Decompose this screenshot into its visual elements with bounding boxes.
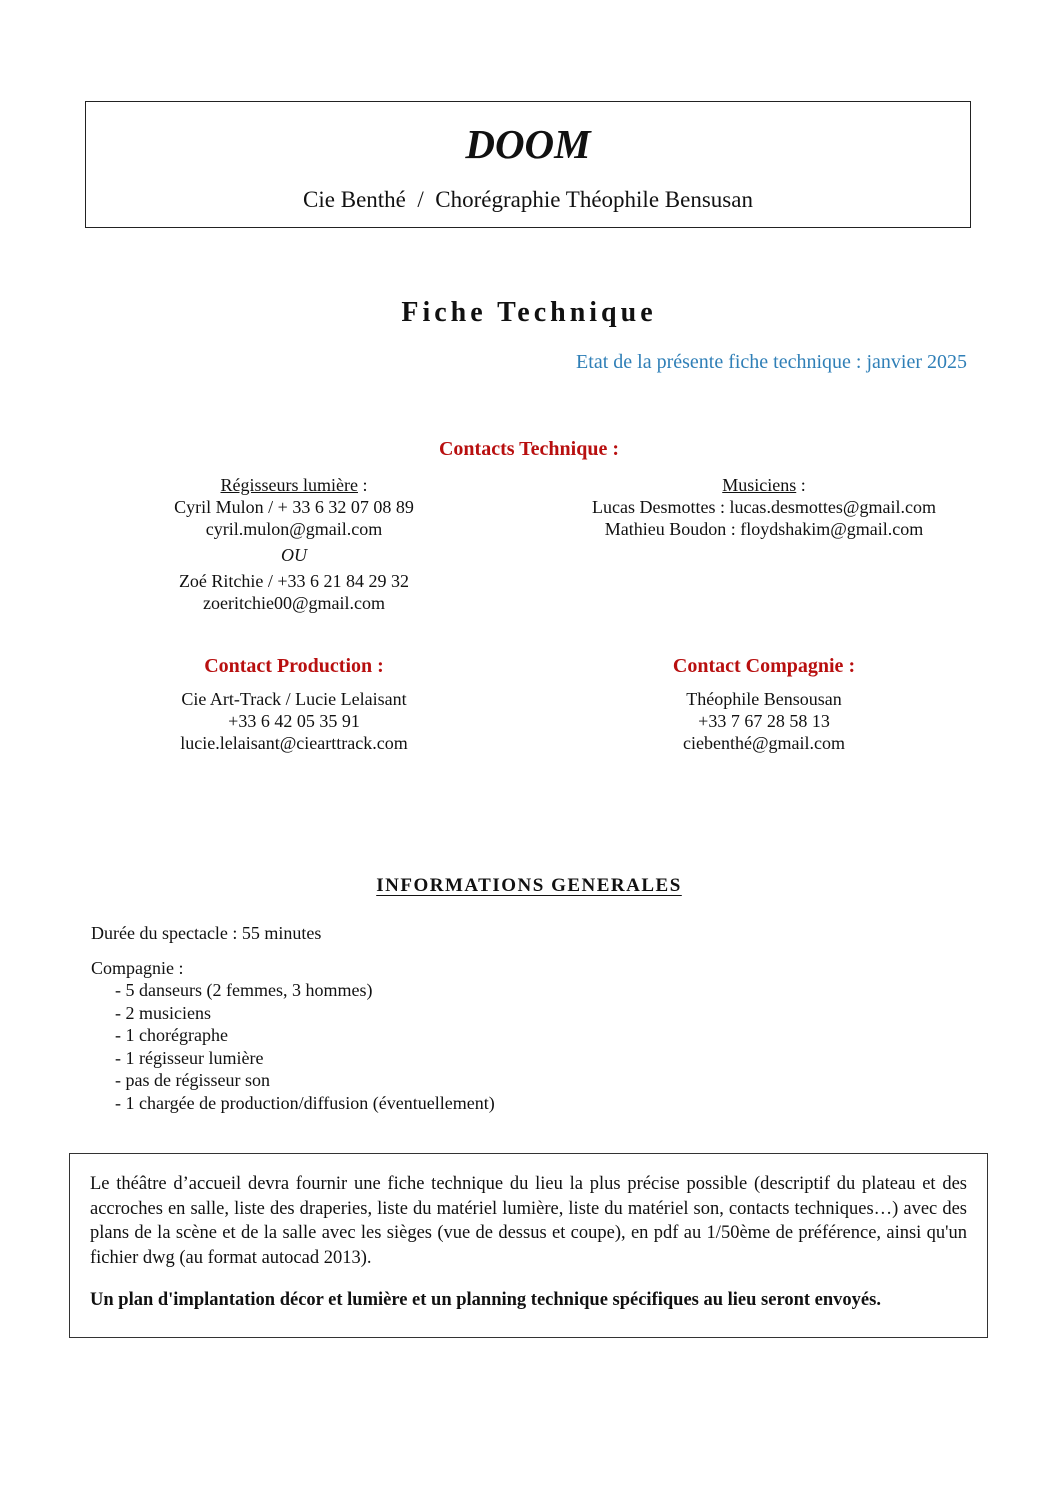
list-item: - pas de régisseur son	[115, 1070, 270, 1090]
musician-contact-2: Mathieu Boudon : floydshakim@gmail.com	[604, 519, 924, 539]
lighting-contact-1: Cyril Mulon / + 33 6 32 07 08 89	[174, 497, 414, 517]
company-title: Contact Compagnie :	[672, 655, 856, 677]
page-heading: Fiche Technique	[401, 297, 657, 328]
company-email: ciebenthé@gmail.com	[682, 733, 846, 753]
company-label: Compagnie :	[91, 958, 184, 978]
lighting-contact-2: Zoé Ritchie / +33 6 21 84 29 32	[178, 571, 410, 591]
production-email: lucie.lelaisant@ciearttrack.com	[180, 733, 408, 753]
musician-contacts	[544, 474, 984, 540]
company-name: Théophile Bensousan	[686, 689, 842, 709]
musicians-label-line	[544, 474, 984, 496]
list-item: - 2 musiciens	[115, 1002, 211, 1023]
or-separator: OU	[281, 545, 307, 565]
production-name: Cie Art-Track / Lucie Lelaisant	[181, 689, 407, 709]
production-phone: +33 6 42 05 35 91	[228, 711, 360, 731]
production-contact	[104, 688, 484, 754]
musicians-label-suffix: :	[796, 475, 806, 495]
show-subtitle: Cie Benthé / Chorégraphie Théophile Bensusan	[303, 187, 753, 212]
production-title: Contact Production :	[204, 655, 384, 677]
list-item: - 1 chorégraphe	[115, 1025, 228, 1045]
contacts-technique-title: Contacts Technique :	[438, 438, 620, 460]
general-info-title-text: INFORMATIONS GENERALES	[376, 875, 682, 896]
lighting-email-1: cyril.mulon@gmail.com	[205, 519, 383, 539]
musician-contact-1: Lucas Desmottes : lucas.desmottes@gmail.com	[591, 497, 936, 517]
list-item: - 1 régisseur lumière	[115, 1047, 264, 1068]
show-duration: Durée du spectacle : 55 minutes	[91, 923, 322, 943]
company-contact	[574, 688, 954, 754]
lighting-label-line	[104, 474, 484, 496]
company-list	[115, 979, 495, 1114]
document-state: Etat de la présente fiche technique : janvier 2025	[576, 351, 967, 373]
company-phone: +33 7 67 28 58 13	[698, 711, 830, 731]
list-item: - 1 chargée de production/diffusion (éventuellement)	[115, 1092, 495, 1113]
lighting-label: Régisseurs lumière	[220, 475, 358, 495]
plan-notice: Un plan d'implantation décor et lumière et un planning technique spécifiques au lieu seront envoyés.	[90, 1290, 881, 1310]
venue-requirements-box	[69, 1153, 988, 1338]
lighting-contacts	[104, 474, 484, 614]
title-box	[85, 101, 971, 228]
general-info-title	[0, 875, 1058, 897]
show-title: DOOM	[465, 121, 591, 167]
lighting-label-suffix: :	[357, 475, 368, 495]
lighting-email-2: zoeritchie00@gmail.com	[202, 593, 385, 613]
venue-requirements-text: Le théâtre d’accueil devra fournir une fiche technique du lieu la plus précise possible (descriptif du plateau et des accroches en salle, liste des draperies, liste du matériel lumière, liste du matériel son, contacts techniques…) avec des plans de la scène et de la salle avec les sièges (vue de dessus et coupe), en pdf au 1/50ème de préférence, ainsi qu'un fichier dwg (au format autocad 2013).	[90, 1174, 967, 1268]
list-item: - 5 danseurs (2 femmes, 3 hommes)	[115, 980, 373, 1000]
musicians-label: Musiciens	[722, 475, 797, 495]
